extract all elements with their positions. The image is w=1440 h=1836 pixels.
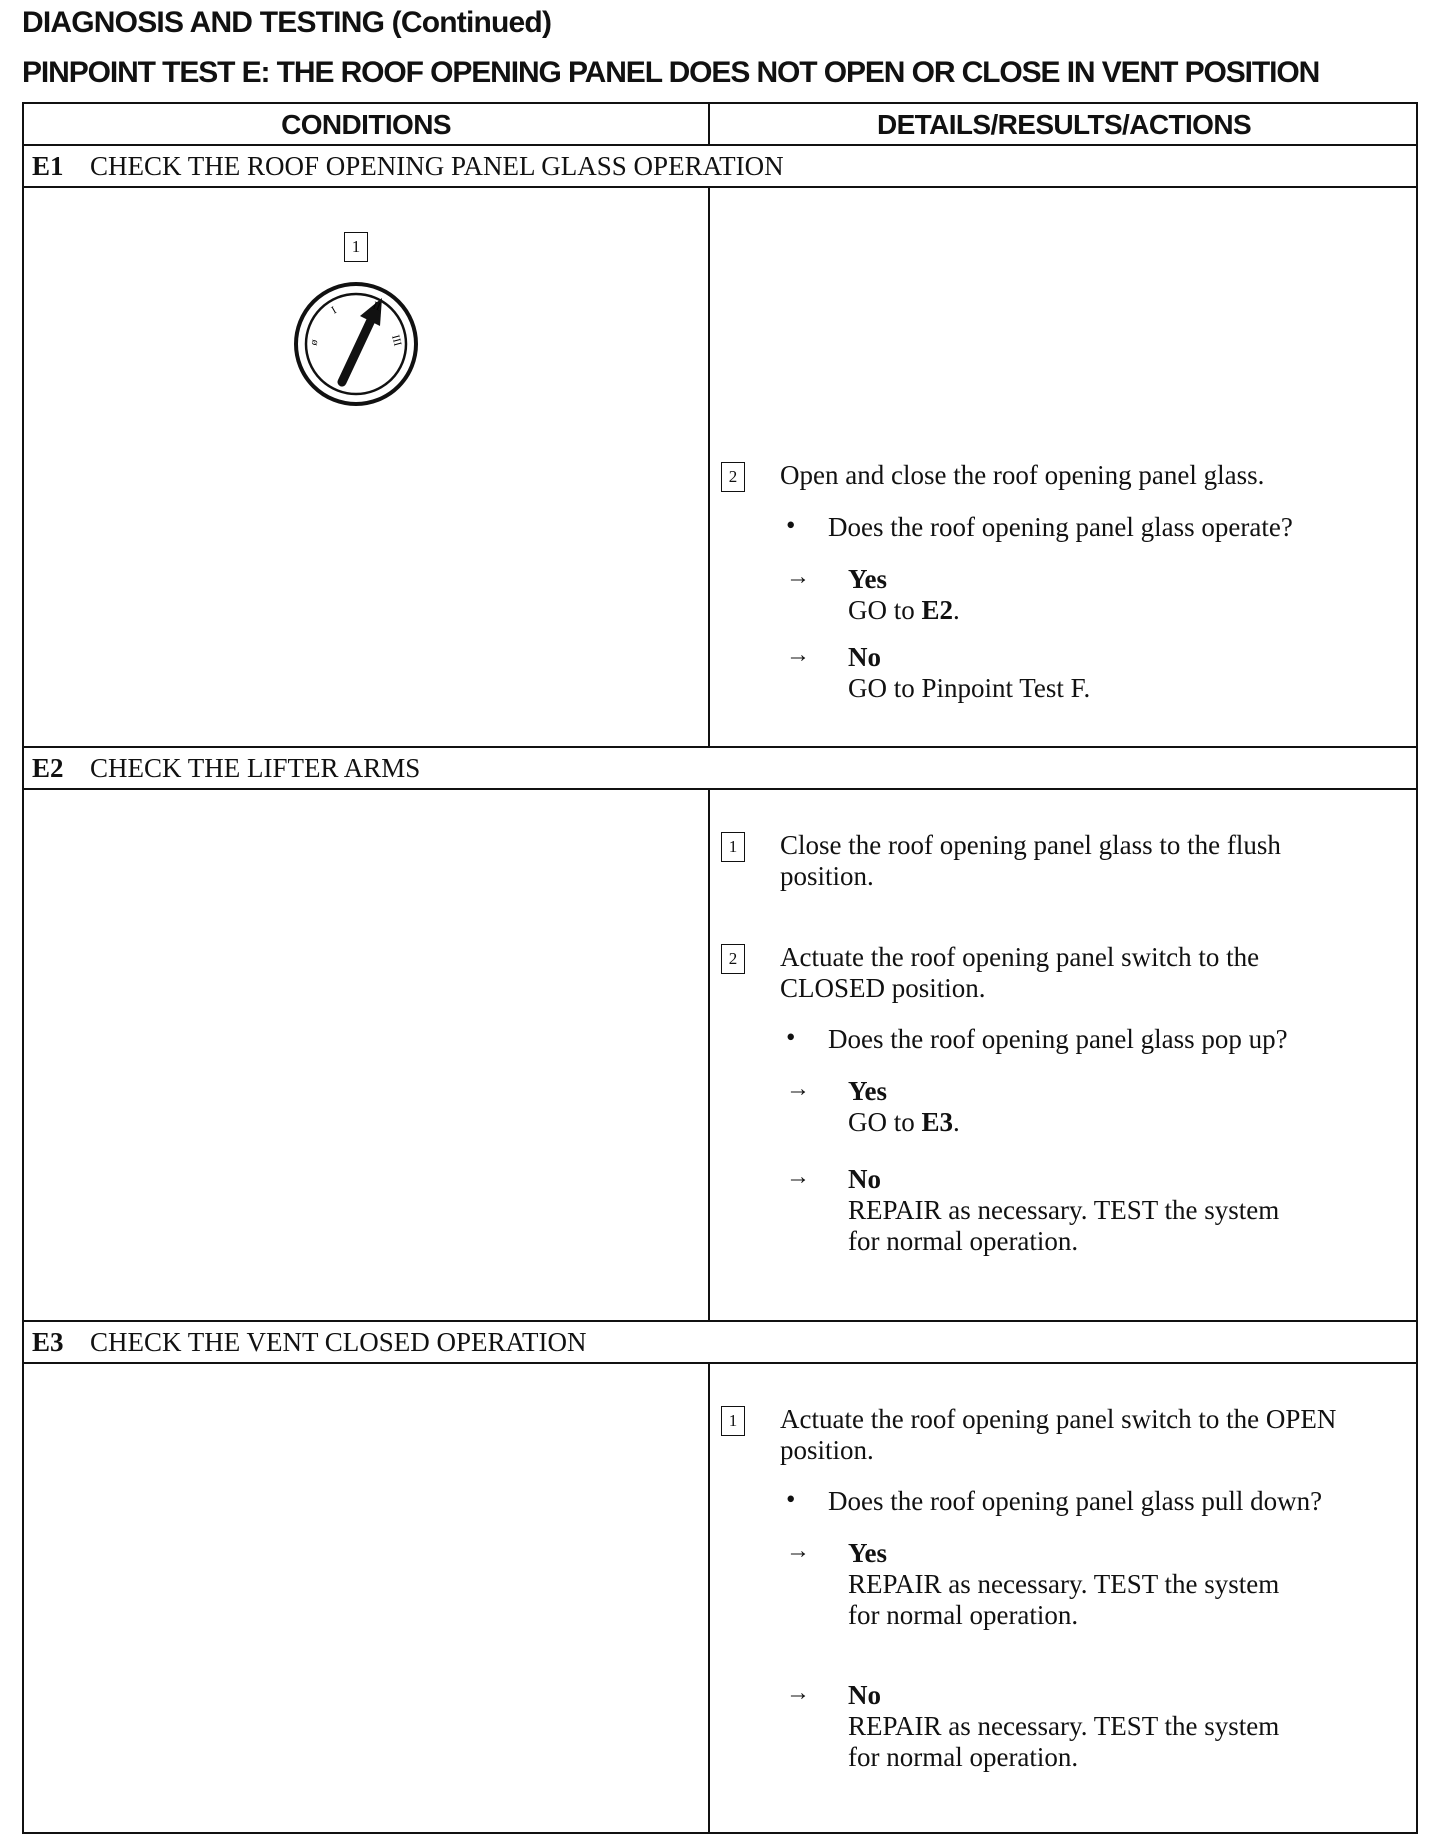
diagnosis-table: [22, 102, 1418, 1834]
result-no: [848, 642, 1090, 704]
instruction-text: Open and close the roof opening panel glass.: [780, 460, 1265, 490]
yes-label: Yes: [848, 1538, 887, 1568]
no-label: No: [848, 1164, 881, 1194]
yes-action: GO to E3.: [848, 1107, 960, 1137]
result-yes: [848, 1076, 960, 1138]
bullet-icon: •: [786, 1484, 796, 1514]
result-yes: [848, 564, 960, 626]
arrow-right-icon: →: [786, 1538, 810, 1564]
arrow-right-icon: →: [786, 1076, 810, 1102]
ignition-switch-icon: [288, 276, 424, 412]
section-title: DIAGNOSIS AND TESTING (Continued): [22, 6, 552, 39]
dial-mark-off: ø: [307, 337, 321, 348]
step-number-box: 2: [721, 462, 745, 492]
no-action: GO to Pinpoint Test F.: [848, 673, 1091, 703]
step-e2-header: [32, 748, 420, 788]
instruction-text: Actuate the roof opening panel switch to the CLOSED position.: [780, 942, 1260, 1003]
step-number-box: 2: [721, 944, 745, 974]
row-divider: [24, 186, 1416, 188]
result-yes: Yes REPAIR as necessary. TEST the system for normal operation.: [848, 1538, 1280, 1630]
arrow-right-icon: →: [786, 1164, 810, 1190]
conditions-header: CONDITIONS: [281, 109, 451, 140]
column-divider: [708, 186, 710, 746]
question-text: Does the roof opening panel glass pop up?: [828, 1024, 1288, 1054]
bullet-icon: •: [786, 510, 796, 540]
step-e3-header: [32, 1322, 587, 1362]
dial-mark-1: I: [329, 304, 339, 317]
pinpoint-test-title: PINPOINT TEST E: THE ROOF OPENING PANEL DOES NOT OPEN OR CLOSE IN VENT POSITION: [22, 56, 1320, 89]
column-divider: [708, 788, 710, 1320]
arrow-right-icon: →: [786, 1680, 810, 1706]
step-number-box: 1: [721, 832, 745, 862]
step-id: E2: [32, 753, 64, 783]
no-label: No: [848, 1680, 881, 1710]
arrow-right-icon: →: [786, 564, 810, 590]
step-id: E3: [32, 1327, 64, 1357]
row-divider: [24, 788, 1416, 790]
yes-label: Yes: [848, 1076, 887, 1106]
question-text: Does the roof opening panel glass pull down?: [828, 1486, 1323, 1516]
yes-label: Yes: [848, 564, 887, 594]
instruction-text: Actuate the roof opening panel switch to the OPEN position.: [780, 1404, 1337, 1465]
step-title: CHECK THE VENT CLOSED OPERATION: [90, 1327, 587, 1357]
arrow-right-icon: →: [786, 642, 810, 668]
bullet-icon: •: [786, 1022, 796, 1052]
step-id: E1: [32, 151, 64, 181]
dial-mark-2: II: [370, 299, 382, 314]
step-title: CHECK THE LIFTER ARMS: [90, 753, 421, 783]
result-no: No REPAIR as necessary. TEST the system for normal operation.: [848, 1680, 1280, 1772]
step-title: CHECK THE ROOF OPENING PANEL GLASS OPERATION: [90, 151, 784, 181]
result-no: No REPAIR as necessary. TEST the system for normal operation.: [848, 1164, 1280, 1256]
figure-step-box: 1: [344, 232, 368, 262]
step-e1-header: [32, 146, 784, 186]
details-header: DETAILS/RESULTS/ACTIONS: [876, 109, 1252, 140]
instruction-text: Close the roof opening panel glass to the flush position.: [780, 830, 1281, 891]
column-divider: [708, 1362, 710, 1834]
no-label: No: [848, 642, 881, 672]
yes-action: GO to E2.: [848, 595, 960, 625]
dial-mark-3: III: [389, 333, 404, 348]
question-text: Does the roof opening panel glass operate?: [828, 512, 1293, 542]
row-divider: [24, 1362, 1416, 1364]
step-number-box: 1: [721, 1406, 745, 1436]
